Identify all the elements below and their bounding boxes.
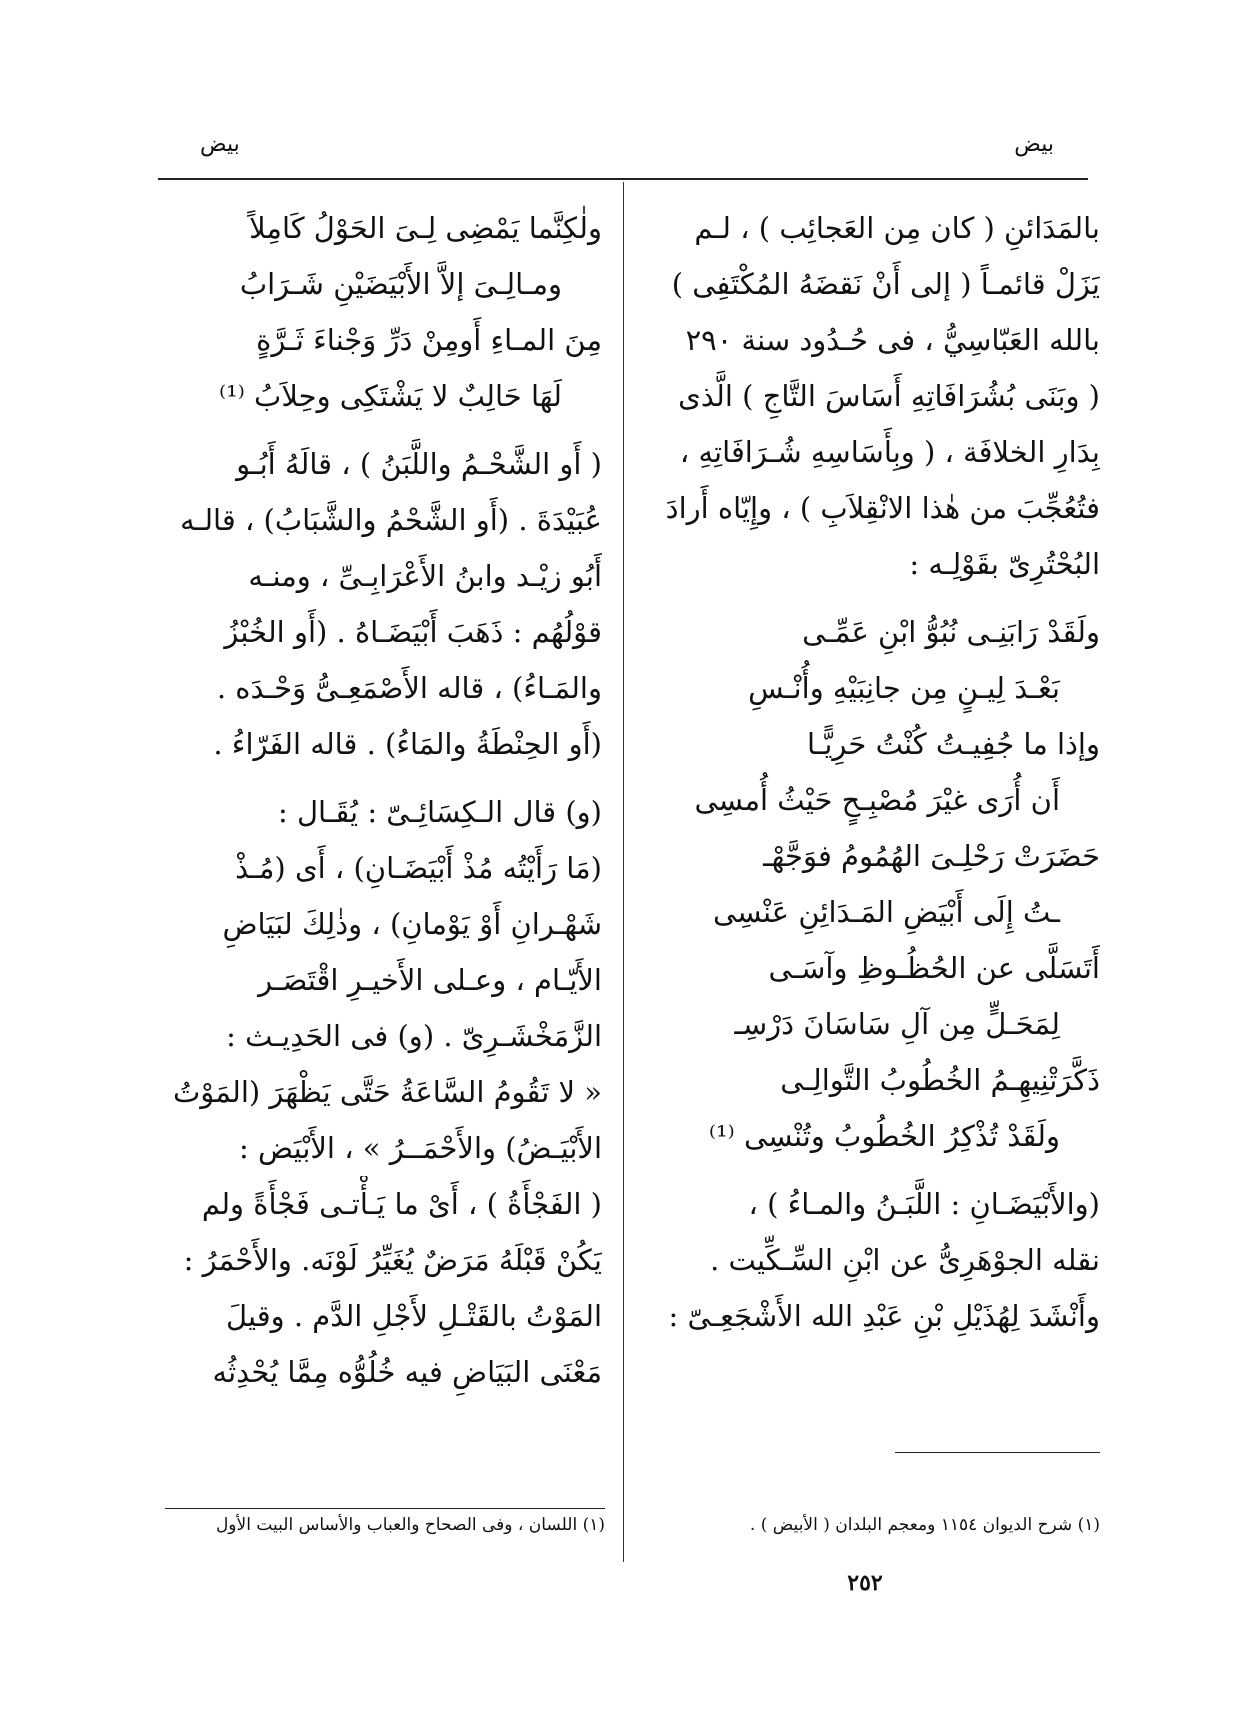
text-line: يَكُنْ قَبْلَهُ مَرَضٌ يُغَيِّرُ لَوْنَه. والأَحْمَرُ : bbox=[183, 1243, 602, 1277]
header-rule bbox=[158, 178, 1088, 180]
verse-line: ولَقَدْ رَابَنِـى نُبُوُّ ابْنِ عَمِّـى bbox=[802, 615, 1100, 649]
running-header-left: بيض bbox=[200, 132, 240, 157]
text-line: « لا تَقُومُ السَّاعَةُ حَتَّى يَظْهَرَ (المَوْتُ bbox=[172, 1075, 602, 1109]
text-line: الزَّمَخْشَـرِىّ . (و) فى الحَدِيـث : bbox=[226, 1019, 602, 1053]
verse-line: مِنَ المـاءِ أَومِنْ دَرِّ وَجْناءَ ثَـرَّةٍ bbox=[256, 323, 602, 357]
verse-line: ومـالِـىَ إلاَّ الأَبْيَضَيْنِ شَـرَابُ bbox=[239, 267, 562, 301]
text-line: ( الفَجْأَةُ ) ، أَىْ ما يَـأْتـى فَجْأَةً ولم bbox=[201, 1187, 602, 1221]
left-column bbox=[162, 200, 602, 1400]
verse-line: ذَكَّرَتْنِيهِـمُ الخُطُوبُ التَّوالِـى bbox=[780, 1063, 1100, 1097]
column-divider bbox=[623, 182, 624, 1562]
text-line: شَهْـرانِ أَوْ يَوْمانِ) ، وذٰلِكَ لبَيَاضِ bbox=[222, 907, 602, 941]
footnote-rule-left bbox=[165, 1508, 605, 1509]
verse-line: وإذا ما جُفِيـتُ كُنْتُ حَرِيًّـا bbox=[807, 727, 1100, 761]
text-line: عُبَيْدَةَ . (أَو الشَّحْمُ والشَّبَابُ) ، قالـه bbox=[180, 503, 602, 537]
verse-line: أَتَسَلَّى عن الحُظُـوظِ وآسَـى bbox=[768, 951, 1100, 985]
footnote-right: (١) شرح الديوان ١١٥٤ ومعجم البلدان ( الأبيض ) . bbox=[749, 1515, 1100, 1535]
text-line: الأَيّـام ، وعـلى الأَخيـرِ اقْتَصَـر bbox=[258, 963, 602, 997]
footnote-rule-right bbox=[895, 1452, 1100, 1453]
text-line: ( أَو الشَّحْـمُ واللَّبَنُ ) ، قالَهُ أَبُـو bbox=[236, 447, 602, 481]
text-line: بِدَارِ الخلافَة ، ( وبِأَسَاسِهِ شُـرَافَاتِهِ ، bbox=[679, 435, 1100, 469]
right-column bbox=[660, 200, 1100, 1344]
text-line: الأَبْيَـضُ) والأَحْمَــرُ » ، الأَبْيَض : bbox=[239, 1131, 602, 1165]
verse-line: ـتُ إِلَى أَبْيَضِ المَـدَائِنِ عَنْسِى bbox=[713, 895, 1060, 929]
text-line: (و) قال الـكِسَائِـىّ : يُقَـال : bbox=[277, 795, 602, 829]
text-line: والمَـاءُ) ، قاله الأَصْمَعِـىُّ وَحْـدَه . bbox=[216, 671, 602, 705]
verse-line: لَهَا حَالِبٌ لا يَشْتَكِى وحِلاَبُ ⁽¹⁾ bbox=[218, 379, 562, 413]
verse-line: ولَقَدْ تُذْكِرُ الخُطُوبُ وتُنْسِى ⁽¹⁾ bbox=[708, 1119, 1060, 1153]
verse-line: لِمَحَـلٍّ مِن آلِ سَاسَانَ دَرْسِـ bbox=[734, 1007, 1060, 1041]
text-line: نقله الجوْهَرِىُّ عن ابْنِ السِّـكِّيت . bbox=[710, 1243, 1100, 1277]
text-line: فتُعُجِّبَ من هٰذا الانْقِلاَبِ ) ، وإِيّاه أَرادَ bbox=[665, 491, 1100, 525]
text-line: (مَا رَأَيْتُه مُذْ أَبْيَضَـانِ) ، أَى (مُـذْ bbox=[235, 851, 602, 885]
text-line: ( وبَنَى بُشُرَافَاتِهِ أَسَاسَ التَّاجِ ) الَّذى bbox=[678, 379, 1100, 413]
verse-line: ولٰكِنَّما يَمْضِى لِـىَ الحَوْلُ كَامِلاً bbox=[249, 211, 602, 245]
verse-line: بَعْـدَ لِيـنٍ مِن جانِبَيْهِ وأُنْـسِ bbox=[748, 671, 1060, 705]
text-line: مَعْنَى البَيَاضِ فيه خُلُوُّه مِمَّا يُحْدِثُه bbox=[212, 1355, 602, 1389]
text-line: (والأَبْيَضَـانِ : اللَّبَـنُ والمـاءُ ) ، bbox=[748, 1187, 1100, 1221]
text-line: أَبُو زيْـد وابنُ الأَعْرَابِـىِّ ، ومنـه bbox=[248, 559, 602, 593]
text-line: بالله العَبّاسِيُّ ، فى حُـدُود سنة ٢٩٠ bbox=[685, 323, 1100, 357]
text-line: البُحْتُرِىّ بقَوْلِـه : bbox=[909, 547, 1100, 581]
page-number: ٢٥٢ bbox=[847, 1570, 883, 1596]
text-line: (أَو الحِنْطَةُ والمَاءُ) . قاله الفَرّاءُ . bbox=[213, 727, 602, 761]
footnote-left: (١) اللسان ، وفى الصحاح والعباب والأساس البيت الأول bbox=[215, 1515, 605, 1535]
text-line: وأَنْشَدَ لِهُذَيْلِ بْنِ عَبْدِ الله الأَشْجَعِـىّ : bbox=[668, 1299, 1100, 1333]
running-header-right: بيض bbox=[1014, 132, 1054, 157]
verse-line: أَن أُرَى غيْرَ مُصْبِـحٍ حَيْثُ أُمسِى bbox=[694, 783, 1060, 817]
text-line: بالمَدَائنِ ( كان مِن العَجائِب ) ، لـم bbox=[694, 211, 1100, 245]
text-line: يَزَلْ قائمـاً ( إلى أَنْ نَقضَهُ المُكْتَفِى ) bbox=[671, 267, 1100, 301]
text-line: المَوْتُ بالقَتْـلِ لأَجْلِ الدَّم . وقيلَ bbox=[226, 1299, 602, 1333]
text-line: قوْلُهُم : ذَهَبَ أَبْيَضَـاهُ . (أَو الخُبْزُ bbox=[224, 615, 602, 649]
verse-line: حَضَرَتْ رَحْلِـىَ الهُمُومُ فوَجَّهْـ bbox=[763, 839, 1100, 873]
